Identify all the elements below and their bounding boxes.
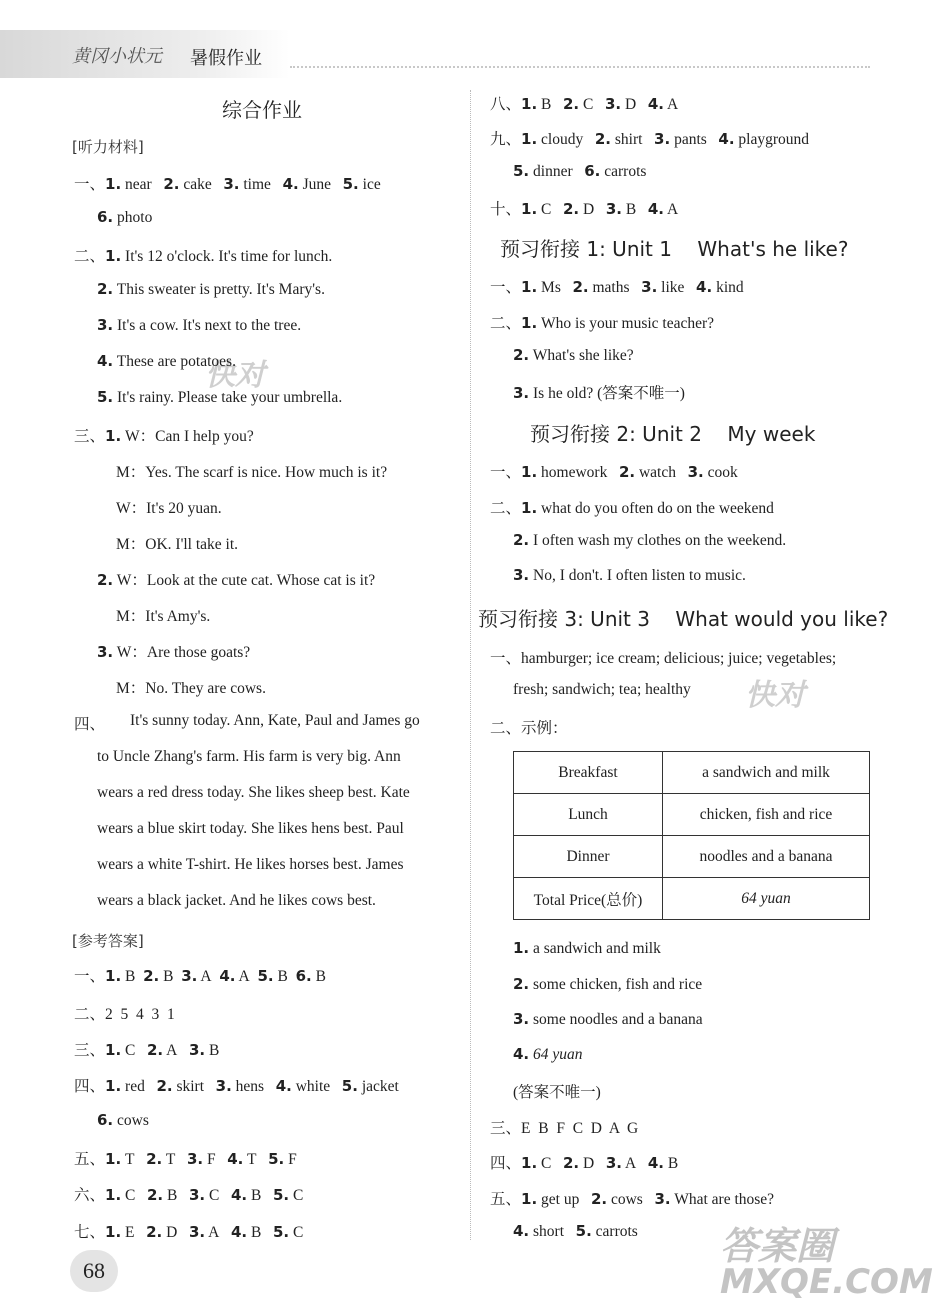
preview-1-s2-3: 3. Is he old? (答案不唯一) bbox=[513, 384, 685, 402]
answer-a4-line1: 四、1. red 2. skirt 3. hens 4. white 5. jacket bbox=[74, 1077, 399, 1095]
watermark-bottom: 答案圈 bbox=[720, 1224, 835, 1268]
answer-a10: 十、1. C 2. D 3. B 4. A bbox=[490, 200, 679, 218]
watermark-quick: 快对 bbox=[205, 358, 265, 393]
listening-s2-4: 4. These are potatoes. bbox=[97, 352, 236, 370]
watermark-quick-2: 快对 bbox=[745, 678, 805, 713]
preview-2-s2-2: 2. I often wash my clothes on the weekend. bbox=[513, 531, 787, 549]
answer-a8: 八、1. B 2. C 3. D 4. A bbox=[490, 95, 679, 113]
dialogue-3-line1: 3. W：Are those goats? bbox=[97, 643, 251, 661]
preview-3-s4: 四、1. C 2. D 3. A 4. B bbox=[490, 1154, 679, 1172]
answers-label: [参考答案] bbox=[72, 932, 144, 950]
dialogue-2-line2: M：It's Amy's. bbox=[116, 608, 211, 625]
answer-a3: 三、1. C 2. A 3. B bbox=[74, 1041, 220, 1059]
section-title: 综合作业 bbox=[222, 98, 302, 122]
watermark-site: MXQE.COM bbox=[720, 1262, 933, 1302]
passage-line-1: It's sunny today. Ann, Kate, Paul and James go bbox=[130, 712, 420, 729]
preview-1-title: 预习衔接 1: Unit 1 What's he like? bbox=[500, 237, 849, 261]
table-row: Total Price(总价) 64 yuan bbox=[514, 878, 870, 920]
listening-s1-line2: 6. photo bbox=[97, 208, 153, 226]
listening-s2-1: 二、1. It's 12 o'clock. It's time for lunch. bbox=[74, 247, 333, 265]
listening-s2-5: 5. It's rainy. Please take your umbrella. bbox=[97, 388, 343, 406]
listening-label: [听力材料] bbox=[72, 138, 144, 156]
listening-s1-line1: 一、1. near 2. cake 3. time 4. June 5. ice bbox=[74, 175, 381, 193]
preview-2-s2-3: 3. No, I don't. I often listen to music. bbox=[513, 566, 746, 584]
preview-1-s1: 一、1. Ms 2. maths 3. like 4. kind bbox=[490, 278, 744, 296]
preview-3-answer-3: 3. some noodles and a banana bbox=[513, 1010, 703, 1028]
preview-3-s3: 三、E B F C D A G bbox=[490, 1120, 639, 1137]
listening-s2-3: 3. It's a cow. It's next to the tree. bbox=[97, 316, 302, 334]
answer-a5: 五、1. T 2. T 3. F 4. T 5. F bbox=[74, 1150, 297, 1168]
series-logo: 黄冈小状元 bbox=[72, 46, 162, 67]
answer-a6: 六、1. C 2. B 3. C 4. B 5. C bbox=[74, 1186, 304, 1204]
table-row: Breakfast a sandwich and milk bbox=[514, 752, 870, 794]
answer-a9-line1: 九、1. cloudy 2. shirt 3. pants 4. playground bbox=[490, 130, 810, 148]
dialogue-1-line3: W：It's 20 yuan. bbox=[116, 500, 222, 517]
preview-3-s1-line2: fresh; sandwich; tea; healthy bbox=[513, 681, 691, 698]
preview-2-s2-1: 二、1. what do you often do on the weekend bbox=[490, 499, 774, 517]
dialogue-1-line2: M：Yes. The scarf is nice. How much is it? bbox=[116, 464, 388, 481]
preview-3-answer-4: 4. 64 yuan bbox=[513, 1045, 583, 1063]
header-dotted-rule bbox=[290, 66, 870, 68]
preview-2-s1: 一、1. homework 2. watch 3. cook bbox=[490, 463, 738, 481]
answer-a4-line2: 6. cows bbox=[97, 1111, 149, 1129]
preview-1-s2-2: 2. What's she like? bbox=[513, 346, 634, 364]
table-row: Lunch chicken, fish and rice bbox=[514, 794, 870, 836]
answer-a9-line2: 5. dinner 6. carrots bbox=[513, 162, 647, 180]
passage-line-4: wears a blue skirt today. She likes hens best. Paul bbox=[97, 820, 404, 837]
meal-table bbox=[513, 751, 870, 920]
passage-line-2: to Uncle Zhang's farm. His farm is very big. Ann bbox=[97, 748, 401, 765]
passage-line-3: wears a red dress today. She likes sheep best. Kate bbox=[97, 784, 410, 801]
dialogue-1-line4: M：OK. I'll take it. bbox=[116, 536, 239, 553]
listening-s2-2: 2. This sweater is pretty. It's Mary's. bbox=[97, 280, 325, 298]
answer-a2: 二、2 5 4 3 1 bbox=[74, 1006, 175, 1023]
preview-3-s2-label: 二、示例： bbox=[490, 720, 568, 737]
preview-3-title: 预习衔接 3: Unit 3 What would you like? bbox=[478, 607, 889, 631]
passage-line-6: wears a black jacket. And he likes cows best. bbox=[97, 892, 376, 909]
preview-3-s5-line1: 五、1. get up 2. cows 3. What are those? bbox=[490, 1190, 775, 1208]
dialogue-3-line2: M：No. They are cows. bbox=[116, 680, 266, 697]
preview-1-s2-1: 二、1. Who is your music teacher? bbox=[490, 314, 715, 332]
dialogue-1-line1: 三、1. W：Can I help you? bbox=[74, 427, 254, 445]
preview-3-answer-2: 2. some chicken, fish and rice bbox=[513, 975, 703, 993]
passage-prefix: 四、 bbox=[74, 716, 106, 733]
preview-3-s1-line1: 一、hamburger; ice cream; delicious; juice; vegetables; bbox=[490, 650, 837, 667]
column-divider bbox=[470, 90, 471, 1240]
header-title: 暑假作业 bbox=[190, 48, 262, 69]
preview-2-title: 预习衔接 2: Unit 2 My week bbox=[530, 422, 816, 446]
page-number: 68 bbox=[70, 1250, 118, 1292]
answer-a1: 一、1. B 2. B 3. A 4. A 5. B 6. B bbox=[74, 967, 326, 985]
preview-3-s5-line2: 4. short 5. carrots bbox=[513, 1222, 638, 1240]
preview-3-answer-1: 1. a sandwich and milk bbox=[513, 939, 661, 957]
preview-3-note: (答案不唯一) bbox=[513, 1084, 601, 1101]
answer-a7: 七、1. E 2. D 3. A 4. B 5. C bbox=[74, 1223, 304, 1241]
dialogue-2-line1: 2. W：Look at the cute cat. Whose cat is it? bbox=[97, 571, 376, 589]
table-row: Dinner noodles and a banana bbox=[514, 836, 870, 878]
passage-line-5: wears a white T-shirt. He likes horses best. James bbox=[97, 856, 404, 873]
